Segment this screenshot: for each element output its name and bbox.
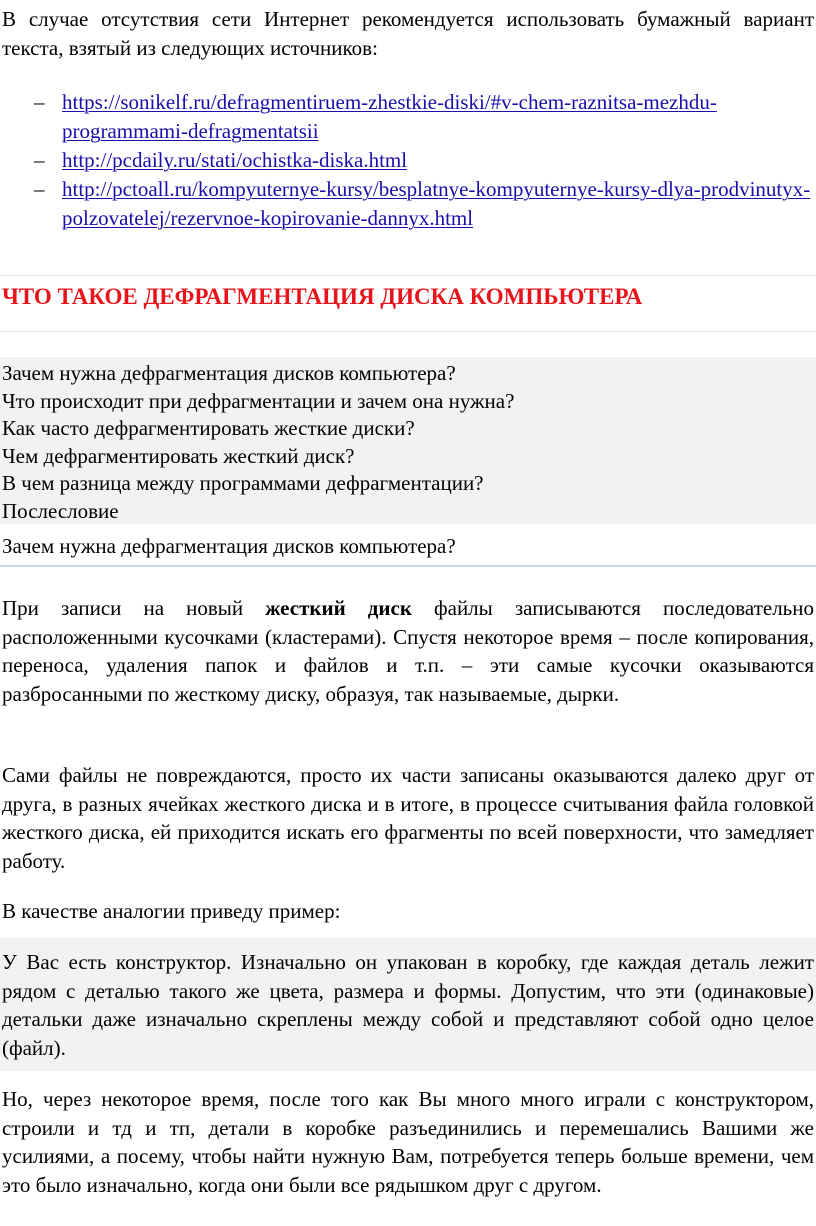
section-divider (0, 565, 816, 567)
paragraph-clusters (2, 594, 814, 708)
paragraph-mixed-parts: Но, через некоторое время, после того как Вы много много играли с конструктором, строили и тд и тп, детали в коробке разъединились и перемешались Вашими же усилиями, а посему, чтобы найти нужную Вам, потребуется теперь больше времени, чем это было изначально, когда они были все рядышком друг с другом. (2, 1087, 814, 1197)
toc-item[interactable]: Как часто дефрагментировать жесткие диски? (2, 416, 415, 441)
divider (0, 331, 816, 332)
source-link-pcdaily[interactable]: http://pcdaily.ru/stati/ochistka-diska.html (62, 148, 408, 172)
article-title: ЧТО ТАКОЕ ДЕФРАГМЕНТАЦИЯ ДИСКА КОМПЬЮТЕРА (2, 284, 643, 309)
table-of-contents (2, 360, 514, 526)
source-link-sonikelf[interactable]: https://sonikelf.ru/defragmentiruem-zhestkie-diski/#v-chem-raznitsa-mezhdu-programmami-defragmentatsii (62, 90, 717, 143)
toc-item[interactable]: Что происходит при дефрагментации и зачем она нужна? (2, 388, 515, 413)
source-link-pctoall[interactable]: http://pctoall.ru/kompyuternye-kursy/besplatnye-kompyuternye-kursy-dlya-prodvinutyx-polzovatelej/rezervnoe-kopirovanie-dannyx.html (62, 177, 811, 230)
section-heading: Зачем нужна дефрагментация дисков компьютера? (2, 534, 456, 558)
list-dash: – (34, 177, 45, 201)
toc-item[interactable]: Зачем нужна дефрагментация дисков компьютера? (2, 361, 456, 385)
toc-item[interactable]: Чем дефрагментировать жесткий диск? (2, 443, 355, 468)
intro-paragraph: В случае отсутствия сети Интернет рекомендуется использовать бумажный вариант текста, взятый из следующих источников: (2, 7, 814, 60)
paragraph-analogy-intro: В качестве аналогии приведу пример: (2, 899, 341, 923)
list-dash: – (34, 90, 45, 114)
list-item (0, 88, 816, 146)
list-dash: – (34, 148, 45, 172)
paragraph-files: Сами файлы не повреждаются, просто их части записаны оказываются далеко друг от друга, в разных ячейках жесткого диска и в итоге, в процессе считывания файла головкой жесткого диска, ей приходится искать его фрагменты по всей поверхности, что замедляет работу. (2, 763, 814, 873)
toc-item[interactable]: В чем разница между программами дефрагментации? (2, 471, 484, 496)
paragraph-constructor: У Вас есть конструктор. Изначально он упакован в коробку, где каждая деталь лежит рядом с деталью такого же цвета, размера и формы. Допустим, что эти (одинаковые) детальки даже изначально скреплены между собой и представляют собой одно целое (файл). (2, 950, 814, 1060)
list-item (0, 175, 816, 233)
divider (0, 275, 816, 276)
paragraph-text: файлы записываются последовательно расположенными кусочками (кластерами). Спустя некоторое время – после копирования, переноса, удаления папок и файлов и т.п. – эти самые кусочки оказываются разбросанными по жесткому диску, образуя, так называемые, дырки. (2, 596, 814, 706)
bold-term-hard-disk: жесткий диск (265, 596, 412, 620)
paragraph-text: При записи на новый (2, 596, 266, 620)
toc-item[interactable]: Послесловие (2, 498, 119, 523)
source-links-list (0, 88, 816, 233)
list-item (0, 146, 816, 175)
